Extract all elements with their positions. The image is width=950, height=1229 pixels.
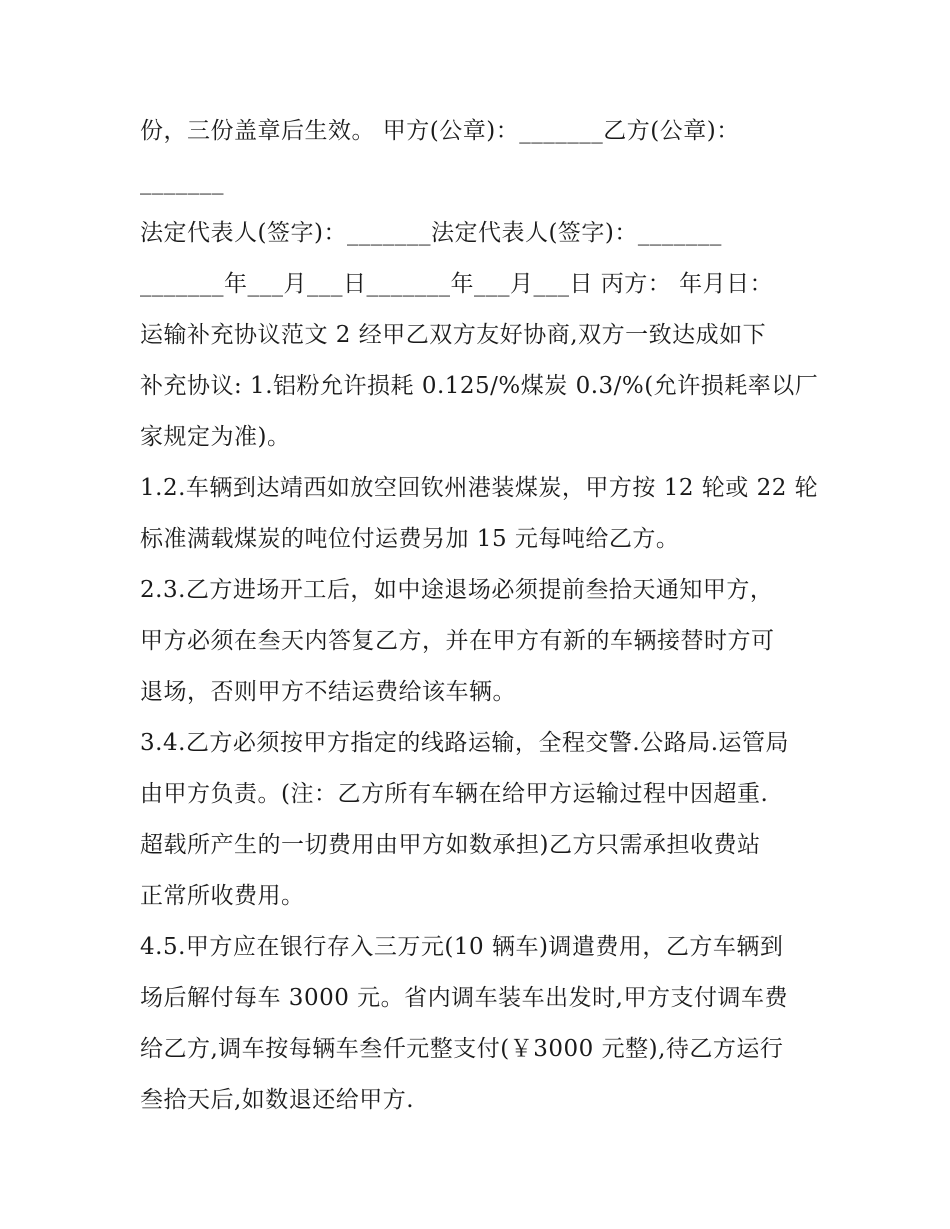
text-line: 1.2.车辆到达靖西如放空回钦州港装煤炭，甲方按 12 轮或 22 轮: [140, 475, 819, 501]
text-line: 甲方必须在叁天内答复乙方，并在甲方有新的车辆接替时方可: [140, 628, 775, 654]
text-line: 3.4.乙方必须按甲方指定的线路运输，全程交警.公路局.运管局: [140, 730, 790, 756]
text-line: 份，三份盖章后生效。 甲方(公章)：_______乙方(公章)：: [140, 118, 740, 144]
text-line: _______年___月___日_______年___月___日 丙方： 年月日：: [140, 271, 774, 297]
text-line: 正常所收费用。: [140, 883, 305, 909]
text-line: 给乙方,调车按每辆车叁仟元整支付(￥3000 元整),待乙方运行: [140, 1036, 784, 1062]
text-line: 4.5.甲方应在银行存入三万元(10 辆车)调遣费用，乙方车辆到: [140, 934, 784, 960]
text-line: 标准满载煤炭的吨位付运费另加 15 元每吨给乙方。: [140, 526, 680, 552]
text-line: 法定代表人(签字)：_______法定代表人(签字)：_______: [140, 220, 722, 246]
text-line: 家规定为准)。: [140, 424, 291, 450]
document-body: [140, 106, 820, 1126]
text-line: 由甲方负责。(注：乙方所有车辆在给甲方运输过程中因超重.: [140, 781, 769, 807]
text-line: 2.3.乙方进场开工后，如中途退场必须提前叁拾天通知甲方，: [140, 577, 774, 603]
text-line: 超载所产生的一切费用由甲方如数承担)乙方只需承担收费站: [140, 832, 761, 858]
text-line: _______: [140, 169, 224, 195]
text-line: 叁拾天后,如数退还给甲方.: [140, 1087, 415, 1113]
text-line: 运输补充协议范文 2 经甲乙双方友好协商,双方一致达成如下: [140, 322, 767, 348]
text-line: 场后解付每车 3000 元。省内调车装车出发时,甲方支付调车费: [140, 985, 788, 1011]
text-line: 退场，否则甲方不结运费给该车辆。: [140, 679, 516, 705]
text-line: 补充协议: 1.铝粉允许损耗 0.125/%煤炭 0.3/%(允许损耗率以厂: [140, 373, 819, 399]
